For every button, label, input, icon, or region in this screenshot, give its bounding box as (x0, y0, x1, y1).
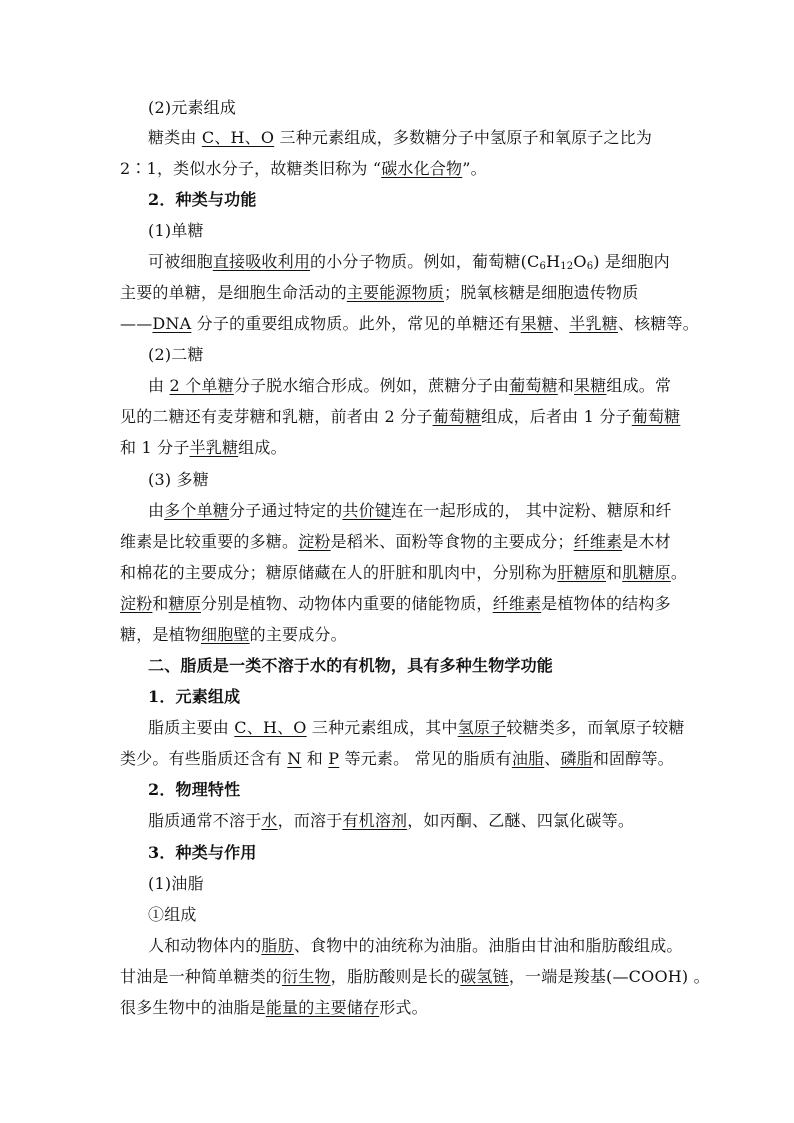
text-run: 和棉花的主要成分；糖原储藏在人的肝脏和肌肉中，分别称为 (120, 563, 558, 582)
text-run: 和 (152, 594, 169, 613)
text-run: 连在一起形成的， 其中淀粉、糖原和纤 (391, 501, 672, 520)
heading-composition (148, 905, 197, 925)
underlined-answer: 碳水化合物 (381, 159, 463, 178)
text-run: 是木材 (622, 532, 671, 551)
heading-types-effects (148, 843, 257, 863)
text-run: —— (120, 314, 153, 333)
text-run: 组成，后者由 1 分子 (481, 407, 632, 426)
underlined-answer: 水 (261, 811, 278, 830)
text-run: 形式。 (379, 998, 428, 1017)
text-run: 由 (148, 376, 170, 395)
paragraph-line (120, 749, 674, 769)
paragraph-line (120, 625, 347, 645)
underlined-answer: 主要能源物质 (346, 283, 445, 302)
text-run: 、核糖等。 (617, 314, 699, 333)
subscript-run: 12 (560, 261, 574, 272)
text-run: 等元素。 常见的脂质有 (339, 749, 512, 768)
text-run: 和 (301, 749, 329, 768)
underlined-answer: 肝糖原 (557, 563, 607, 582)
text-run: 的小分子物质。例如，葡萄糖(C (310, 252, 540, 271)
underlined-answer: 葡萄糖 (509, 376, 558, 395)
text-run: 、 (553, 314, 570, 333)
text-run: 分别是植物、动物体内重要的储能物质， (201, 594, 493, 613)
text-run: (3) 多糖 (148, 470, 209, 489)
paragraph-line (120, 438, 287, 458)
text-run: 分子的重要组成物质。此外，常见的单糖还有 (191, 314, 521, 333)
text-run: 糖类由 (148, 128, 202, 147)
paragraph-line (120, 407, 680, 427)
underlined-answer: DNA (152, 314, 192, 333)
text-run: (1)单糖 (148, 221, 204, 240)
underlined-answer: 淀粉 (120, 594, 153, 613)
text-run: 和 1 分子 (120, 438, 190, 457)
text-run: H (546, 252, 561, 271)
underlined-answer: 半乳糖 (189, 438, 239, 457)
text-run: 主要的单糖，是细胞生命活动的 (120, 283, 347, 302)
paragraph-line (120, 594, 671, 614)
underlined-answer: 共价键 (342, 501, 392, 520)
text-run: ，脂肪酸则是长的 (330, 967, 461, 986)
text-run: 分子脱水缩合形成。例如，蔗糖分子由 (233, 376, 510, 395)
underlined-answer: 糖原 (168, 594, 202, 613)
text-run: 是植物体的结构多 (541, 594, 671, 613)
text-run: ，一端是羧基(—COOH) 。 (508, 967, 710, 986)
text-run: ，如丙酮、乙醚、四氯化碳等。 (407, 811, 635, 830)
underlined-answer: C、H、O (234, 718, 307, 737)
underlined-answer: 油脂 (511, 749, 545, 768)
text-run: 3．种类与作用 (148, 843, 257, 862)
text-run: 人和动物体内的 (148, 936, 262, 955)
text-run: 和固醇等。 (592, 749, 674, 768)
text-run: ”。 (462, 159, 487, 178)
underlined-answer: 2 个单糖 (169, 376, 234, 395)
paragraph-line (148, 501, 672, 521)
text-run: 脂质主要由 (148, 718, 235, 737)
text-run: ，而溶于 (277, 811, 343, 830)
heading-polysaccharide (148, 470, 209, 490)
underlined-answer: 衍生物 (282, 967, 331, 986)
underlined-answer: 果糖 (520, 314, 554, 333)
underlined-answer: 脂肪 (261, 936, 294, 955)
paragraph-line (120, 998, 428, 1018)
text-run: 组成。 (238, 438, 287, 457)
text-run: 、 (544, 749, 561, 768)
text-run: 是稻米、面粉等食物的主要成分； (330, 532, 574, 551)
text-run: 由 (148, 501, 165, 520)
paragraph-line (148, 936, 683, 956)
heading-element-composition (148, 98, 236, 118)
text-run: 2∶1，类似水分子，故糖类旧称为 “ (120, 159, 382, 178)
paragraph-line (148, 811, 634, 831)
text-run: 很多生物中的油脂是 (120, 998, 266, 1017)
underlined-answer: 细胞壁 (201, 625, 250, 644)
text-run: (2)二糖 (148, 345, 204, 364)
underlined-answer: 纤维素 (492, 594, 542, 613)
underlined-answer: 淀粉 (298, 532, 331, 551)
text-run: 类少。有些脂质还含有 (120, 749, 288, 768)
text-run: 和 (557, 376, 574, 395)
paragraph-line (120, 967, 710, 987)
text-run: 脂质通常不溶于 (148, 811, 262, 830)
underlined-answer: C、H、O (201, 128, 275, 147)
underlined-answer: 直接吸收利用 (212, 252, 311, 271)
text-run: 的主要成分。 (249, 625, 347, 644)
text-run: 三种元素组成，其中 (306, 718, 458, 737)
text-run: 维素是比较重要的多糖。 (120, 532, 299, 551)
subscript-run: 6 (539, 261, 547, 272)
underlined-answer: 葡萄糖 (432, 407, 482, 426)
text-run: 二、脂质是一类不溶于水的有机物，具有多种生物学功能 (148, 656, 554, 675)
underlined-answer: 果糖 (574, 376, 607, 395)
underlined-answer: N (287, 749, 302, 768)
paragraph-line (120, 314, 699, 334)
underlined-answer: 氢原子 (457, 718, 507, 737)
underlined-answer: 碳氢链 (460, 967, 509, 986)
paragraph-line (120, 283, 638, 303)
text-run: 组成。常 (606, 376, 672, 395)
heading-disaccharide (148, 345, 204, 365)
text-run: (2)元素组成 (148, 98, 237, 117)
underlined-answer: 多个单糖 (164, 501, 230, 520)
paragraph-line (148, 376, 671, 396)
heading-monosaccharide (148, 221, 204, 241)
text-run: 可被细胞 (148, 252, 213, 271)
paragraph-line (120, 159, 487, 179)
paragraph-line (148, 252, 670, 272)
text-run: ；脱氧核糖是细胞遗传物质 (444, 283, 639, 302)
text-run: 。 (670, 563, 688, 582)
underlined-answer: P (328, 749, 340, 768)
underlined-answer: 能量的主要储存 (265, 998, 380, 1017)
underlined-answer: 纤维素 (573, 532, 623, 551)
text-run: 甘油是一种简单糖类的 (120, 967, 283, 986)
text-run: 1．元素组成 (148, 687, 241, 706)
underlined-answer: 肌糖原 (622, 563, 671, 582)
text-run: O (573, 252, 587, 271)
paragraph-line (120, 532, 671, 552)
underlined-answer: 磷脂 (560, 749, 593, 768)
text-run: 、食物中的油统称为油脂。油脂由甘油和脂肪酸组成。 (293, 936, 683, 955)
paragraph-line (148, 718, 685, 738)
paragraph-line (120, 563, 687, 583)
underlined-answer: 葡萄糖 (631, 407, 681, 426)
section-heading-lipids (148, 656, 553, 676)
text-run: 三种元素组成，多数糖分子中氢原子和氧原子之比为 (274, 128, 653, 147)
heading-element-composition (148, 687, 240, 707)
paragraph-line (148, 128, 652, 148)
heading-fats (148, 874, 204, 894)
text-run: 和 (606, 563, 623, 582)
underlined-answer: 半乳糖 (569, 314, 618, 333)
underlined-answer: 有机溶剂 (342, 811, 408, 830)
text-run: 2．种类与功能 (148, 190, 257, 209)
text-run: ①组成 (148, 905, 197, 924)
heading-types-functions (148, 190, 257, 210)
subscript-run: 6 (586, 261, 594, 272)
text-run: 2．物理特性 (148, 780, 241, 799)
text-run: 较糖类多，而氧原子较糖 (506, 718, 685, 737)
heading-physical-properties (148, 780, 240, 800)
text-run: (1)油脂 (148, 874, 204, 893)
text-run: 见的二糖还有麦芽糖和乳糖，前者由 2 分子 (120, 407, 433, 426)
text-run: 糖，是植物 (120, 625, 202, 644)
text-run: ) 是细胞内 (593, 252, 670, 271)
text-run: 分子通过特定的 (229, 501, 343, 520)
